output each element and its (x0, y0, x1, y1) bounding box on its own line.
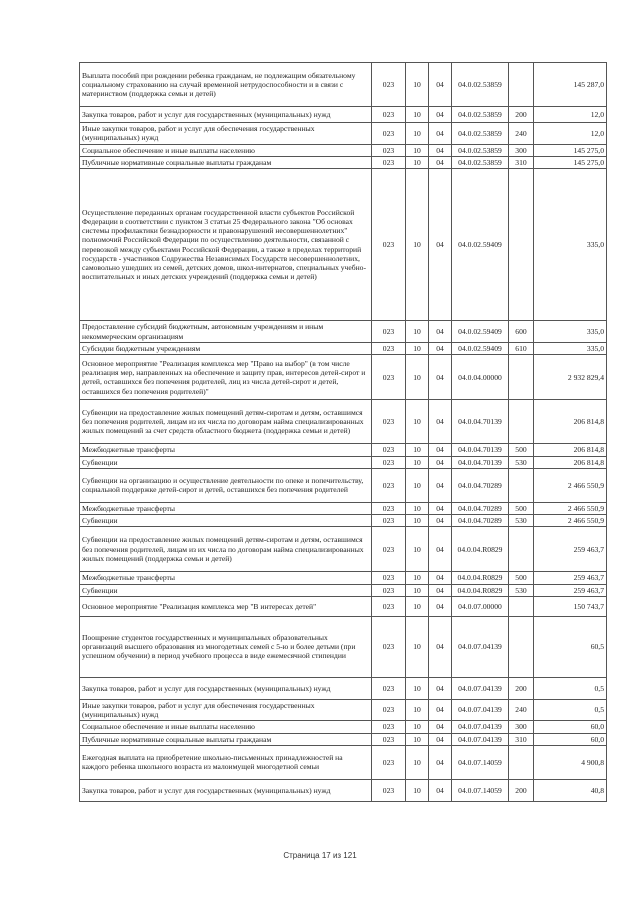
target-article-cell: 04.0.02.53859 (452, 144, 509, 156)
target-article-cell: 04.0.04.70289 (452, 515, 509, 527)
target-article-cell: 04.0.02.53859 (452, 107, 509, 123)
expense-kind-cell: 200 (509, 677, 534, 699)
section-code-cell: 10 (406, 527, 429, 572)
target-article-cell: 04.0.04.70139 (452, 444, 509, 456)
section-code-cell: 10 (406, 343, 429, 355)
section-code-cell: 10 (406, 572, 429, 584)
subsection-code-cell: 04 (429, 156, 452, 168)
table-row (80, 107, 607, 123)
section-code-cell: 10 (406, 63, 429, 107)
expense-kind-cell: 240 (509, 699, 534, 721)
row-name-cell: Закупка товаров, работ и услуг для государственных (муниципальных) нужд (80, 107, 372, 123)
ministry-code-cell: 023 (372, 502, 406, 514)
table-row (80, 144, 607, 156)
row-name-cell: Основное мероприятие "Реализация комплекса мер "В интересах детей" (80, 596, 372, 616)
page-number: Страница 17 из 121 (283, 851, 357, 860)
section-code-cell: 10 (406, 144, 429, 156)
amount-cell: 40,8 (534, 779, 607, 801)
section-code-cell: 10 (406, 123, 429, 145)
section-code-cell: 10 (406, 721, 429, 733)
amount-cell: 259 463,7 (534, 572, 607, 584)
ministry-code-cell: 023 (372, 616, 406, 677)
expense-kind-cell: 610 (509, 343, 534, 355)
target-article-cell: 04.0.04.70289 (452, 502, 509, 514)
row-name-cell: Субвенции на организацию и осуществление деятельности по опеке и попечительству, социальной поддержке детей-сирот и детей, оставшихся без попечения родителей (80, 468, 372, 502)
table-row (80, 515, 607, 527)
amount-cell: 2 466 550,9 (534, 502, 607, 514)
section-code-cell: 10 (406, 515, 429, 527)
expense-kind-cell: 310 (509, 156, 534, 168)
ministry-code-cell: 023 (372, 733, 406, 745)
table-row (80, 321, 607, 343)
subsection-code-cell: 04 (429, 123, 452, 145)
expense-kind-cell (509, 355, 534, 400)
target-article-cell: 04.0.04.70139 (452, 400, 509, 444)
subsection-code-cell: 04 (429, 400, 452, 444)
target-article-cell: 04.0.02.53859 (452, 123, 509, 145)
amount-cell: 335,0 (534, 343, 607, 355)
expense-kind-cell: 600 (509, 321, 534, 343)
row-name-cell: Межбюджетные трансферты (80, 502, 372, 514)
section-code-cell: 10 (406, 584, 429, 596)
subsection-code-cell: 04 (429, 677, 452, 699)
ministry-code-cell: 023 (372, 400, 406, 444)
amount-cell: 335,0 (534, 169, 607, 321)
ministry-code-cell: 023 (372, 468, 406, 502)
row-name-cell: Субсидии бюджетным учреждениям (80, 343, 372, 355)
ministry-code-cell: 023 (372, 779, 406, 801)
section-code-cell: 10 (406, 468, 429, 502)
amount-cell: 259 463,7 (534, 527, 607, 572)
subsection-code-cell: 04 (429, 527, 452, 572)
amount-cell: 145 275,0 (534, 144, 607, 156)
amount-cell: 4 900,8 (534, 745, 607, 779)
row-name-cell: Поощрение студентов государственных и муниципальных образовательных организаций высшего образования из многодетных семей с 5-ю и более детьми (при успешном обучении) в период учебного процесса в виде ежемесячной стипендии (80, 616, 372, 677)
target-article-cell: 04.0.07.00000 (452, 596, 509, 616)
section-code-cell: 10 (406, 745, 429, 779)
amount-cell: 60,5 (534, 616, 607, 677)
amount-cell: 0,5 (534, 699, 607, 721)
table-row (80, 456, 607, 468)
table-row (80, 733, 607, 745)
ministry-code-cell: 023 (372, 572, 406, 584)
row-name-cell: Предоставление субсидий бюджетным, автономным учреждениям и иным некоммерческим организациям (80, 321, 372, 343)
row-name-cell: Социальное обеспечение и иные выплаты населению (80, 721, 372, 733)
target-article-cell: 04.0.07.04139 (452, 616, 509, 677)
table-row (80, 468, 607, 502)
table-row (80, 779, 607, 801)
subsection-code-cell: 04 (429, 169, 452, 321)
target-article-cell: 04.0.02.53859 (452, 63, 509, 107)
ministry-code-cell: 023 (372, 584, 406, 596)
table-row (80, 502, 607, 514)
expense-kind-cell: 310 (509, 733, 534, 745)
expense-kind-cell: 500 (509, 572, 534, 584)
subsection-code-cell: 04 (429, 745, 452, 779)
table-row (80, 596, 607, 616)
amount-cell: 206 814,8 (534, 456, 607, 468)
expense-kind-cell: 530 (509, 584, 534, 596)
amount-cell: 12,0 (534, 123, 607, 145)
table-row (80, 343, 607, 355)
table-row (80, 699, 607, 721)
section-code-cell: 10 (406, 169, 429, 321)
budget-table (79, 62, 607, 802)
subsection-code-cell: 04 (429, 616, 452, 677)
section-code-cell: 10 (406, 156, 429, 168)
table-row (80, 63, 607, 107)
expense-kind-cell (509, 527, 534, 572)
row-name-cell: Ежегодная выплата на приобретение школьно-письменных принадлежностей на каждого ребенка школьного возраста из малоимущей многодетной семьи (80, 745, 372, 779)
amount-cell: 150 743,7 (534, 596, 607, 616)
table-row (80, 677, 607, 699)
subsection-code-cell: 04 (429, 596, 452, 616)
row-name-cell: Осуществление переданных органам государственной власти субъектов Российской Федерации в соответствии с пунктом 3 статьи 25 Федерального закона "Об основах системы профилактики безнадзорности и правонарушений несовершеннолетних" полномочий Российской Федерации по осуществлению деятельности, связанной с перевозкой между субъектами Российской Федерации, а также в пределах территорий государств - участников Содружества Независимых Государств несовершеннолетних, самовольно ушедших из семей, детских домов, школ-интернатов, специальных учебно-воспитательных и иных детских учреждений (поддержка семьи и детей) (80, 169, 372, 321)
row-name-cell: Иные закупки товаров, работ и услуг для обеспечения государственных (муниципальных) нужд (80, 699, 372, 721)
target-article-cell: 04.0.04.70139 (452, 456, 509, 468)
amount-cell: 12,0 (534, 107, 607, 123)
row-name-cell: Закупка товаров, работ и услуг для государственных (муниципальных) нужд (80, 677, 372, 699)
ministry-code-cell: 023 (372, 156, 406, 168)
section-code-cell: 10 (406, 699, 429, 721)
target-article-cell: 04.0.07.04139 (452, 677, 509, 699)
expense-kind-cell: 500 (509, 444, 534, 456)
subsection-code-cell: 04 (429, 515, 452, 527)
section-code-cell: 10 (406, 456, 429, 468)
target-article-cell: 04.0.02.53859 (452, 156, 509, 168)
subsection-code-cell: 04 (429, 456, 452, 468)
amount-cell: 335,0 (534, 321, 607, 343)
table-row (80, 616, 607, 677)
subsection-code-cell: 04 (429, 343, 452, 355)
amount-cell: 145 287,0 (534, 63, 607, 107)
table-row (80, 572, 607, 584)
target-article-cell: 04.0.07.14059 (452, 779, 509, 801)
expense-kind-cell (509, 169, 534, 321)
ministry-code-cell: 023 (372, 456, 406, 468)
row-name-cell: Субвенции на предоставление жилых помещений детям-сиротам и детям, оставшимся без попечения родителей, лицам из их числа по договорам найма специализированных жилых помещений (поддержка семьи и детей) (80, 527, 372, 572)
row-name-cell: Субвенции (80, 515, 372, 527)
ministry-code-cell: 023 (372, 745, 406, 779)
section-code-cell: 10 (406, 733, 429, 745)
table-row (80, 355, 607, 400)
subsection-code-cell: 04 (429, 468, 452, 502)
section-code-cell: 10 (406, 444, 429, 456)
subsection-code-cell: 04 (429, 733, 452, 745)
row-name-cell: Выплата пособий при рождении ребенка гражданам, не подлежащим обязательному социальному страхованию на случай временной нетрудоспособности и в связи с материнством (поддержка семьи и детей) (80, 63, 372, 107)
target-article-cell: 04.0.04.R0829 (452, 527, 509, 572)
amount-cell: 145 275,0 (534, 156, 607, 168)
row-name-cell: Межбюджетные трансферты (80, 444, 372, 456)
row-name-cell: Субвенции на предоставление жилых помещений детям-сиротам и детям, оставшимся без попечения родителей, лицам из их числа по договорам найма специализированных жилых помещений за счет средств областного бюджета (поддержка семьи и детей) (80, 400, 372, 444)
amount-cell: 60,0 (534, 733, 607, 745)
expense-kind-cell: 200 (509, 107, 534, 123)
expense-kind-cell: 530 (509, 456, 534, 468)
amount-cell: 2 466 550,9 (534, 468, 607, 502)
amount-cell: 206 814,8 (534, 400, 607, 444)
expense-kind-cell (509, 63, 534, 107)
table-row (80, 745, 607, 779)
ministry-code-cell: 023 (372, 515, 406, 527)
row-name-cell: Закупка товаров, работ и услуг для государственных (муниципальных) нужд (80, 779, 372, 801)
section-code-cell: 10 (406, 321, 429, 343)
row-name-cell: Социальное обеспечение и иные выплаты населению (80, 144, 372, 156)
expense-kind-cell: 200 (509, 779, 534, 801)
ministry-code-cell: 023 (372, 444, 406, 456)
row-name-cell: Субвенции (80, 584, 372, 596)
budget-table-body (80, 63, 607, 802)
target-article-cell: 04.0.04.70289 (452, 468, 509, 502)
subsection-code-cell: 04 (429, 584, 452, 596)
target-article-cell: 04.0.07.04139 (452, 699, 509, 721)
table-row (80, 123, 607, 145)
expense-kind-cell (509, 616, 534, 677)
subsection-code-cell: 04 (429, 107, 452, 123)
target-article-cell: 04.0.02.59409 (452, 343, 509, 355)
subsection-code-cell: 04 (429, 321, 452, 343)
expense-kind-cell (509, 596, 534, 616)
target-article-cell: 04.0.07.04139 (452, 721, 509, 733)
ministry-code-cell: 023 (372, 527, 406, 572)
section-code-cell: 10 (406, 616, 429, 677)
expense-kind-cell: 530 (509, 515, 534, 527)
section-code-cell: 10 (406, 779, 429, 801)
ministry-code-cell: 023 (372, 355, 406, 400)
ministry-code-cell: 023 (372, 123, 406, 145)
row-name-cell: Субвенции (80, 456, 372, 468)
amount-cell: 0,5 (534, 677, 607, 699)
table-row (80, 400, 607, 444)
subsection-code-cell: 04 (429, 699, 452, 721)
expense-kind-cell: 500 (509, 502, 534, 514)
row-name-cell: Основное мероприятие "Реализация комплекса мер "Право на выбор" (в том числе реализация мер, направленных на обеспечение и защиту прав, интересов детей-сирот и детей, оставшихся без попечения родителей, лиц из числа детей-сирот и детей, оставшихся без попечения родителей)" (80, 355, 372, 400)
subsection-code-cell: 04 (429, 355, 452, 400)
subsection-code-cell: 04 (429, 779, 452, 801)
ministry-code-cell: 023 (372, 699, 406, 721)
expense-kind-cell: 240 (509, 123, 534, 145)
table-row (80, 169, 607, 321)
expense-kind-cell (509, 468, 534, 502)
expense-kind-cell: 300 (509, 721, 534, 733)
section-code-cell: 10 (406, 400, 429, 444)
table-row (80, 721, 607, 733)
expense-kind-cell: 300 (509, 144, 534, 156)
amount-cell: 2 466 550,9 (534, 515, 607, 527)
subsection-code-cell: 04 (429, 444, 452, 456)
ministry-code-cell: 023 (372, 677, 406, 699)
table-row (80, 527, 607, 572)
subsection-code-cell: 04 (429, 721, 452, 733)
target-article-cell: 04.0.04.R0829 (452, 584, 509, 596)
table-row (80, 584, 607, 596)
ministry-code-cell: 023 (372, 144, 406, 156)
row-name-cell: Публичные нормативные социальные выплаты гражданам (80, 156, 372, 168)
ministry-code-cell: 023 (372, 596, 406, 616)
expense-kind-cell (509, 745, 534, 779)
table-row (80, 156, 607, 168)
ministry-code-cell: 023 (372, 343, 406, 355)
ministry-code-cell: 023 (372, 107, 406, 123)
target-article-cell: 04.0.02.59409 (452, 169, 509, 321)
ministry-code-cell: 023 (372, 169, 406, 321)
target-article-cell: 04.0.04.00000 (452, 355, 509, 400)
target-article-cell: 04.0.07.14059 (452, 745, 509, 779)
row-name-cell: Иные закупки товаров, работ и услуг для обеспечения государственных (муниципальных) нужд (80, 123, 372, 145)
subsection-code-cell: 04 (429, 572, 452, 584)
amount-cell: 206 814,8 (534, 444, 607, 456)
subsection-code-cell: 04 (429, 144, 452, 156)
section-code-cell: 10 (406, 502, 429, 514)
ministry-code-cell: 023 (372, 63, 406, 107)
amount-cell: 2 932 829,4 (534, 355, 607, 400)
target-article-cell: 04.0.04.R0829 (452, 572, 509, 584)
table-row (80, 444, 607, 456)
amount-cell: 259 463,7 (534, 584, 607, 596)
expense-kind-cell (509, 400, 534, 444)
amount-cell: 60,0 (534, 721, 607, 733)
target-article-cell: 04.0.07.04139 (452, 733, 509, 745)
section-code-cell: 10 (406, 355, 429, 400)
ministry-code-cell: 023 (372, 321, 406, 343)
ministry-code-cell: 023 (372, 721, 406, 733)
row-name-cell: Межбюджетные трансферты (80, 572, 372, 584)
row-name-cell: Публичные нормативные социальные выплаты гражданам (80, 733, 372, 745)
subsection-code-cell: 04 (429, 502, 452, 514)
section-code-cell: 10 (406, 677, 429, 699)
section-code-cell: 10 (406, 107, 429, 123)
section-code-cell: 10 (406, 596, 429, 616)
target-article-cell: 04.0.02.59409 (452, 321, 509, 343)
subsection-code-cell: 04 (429, 63, 452, 107)
